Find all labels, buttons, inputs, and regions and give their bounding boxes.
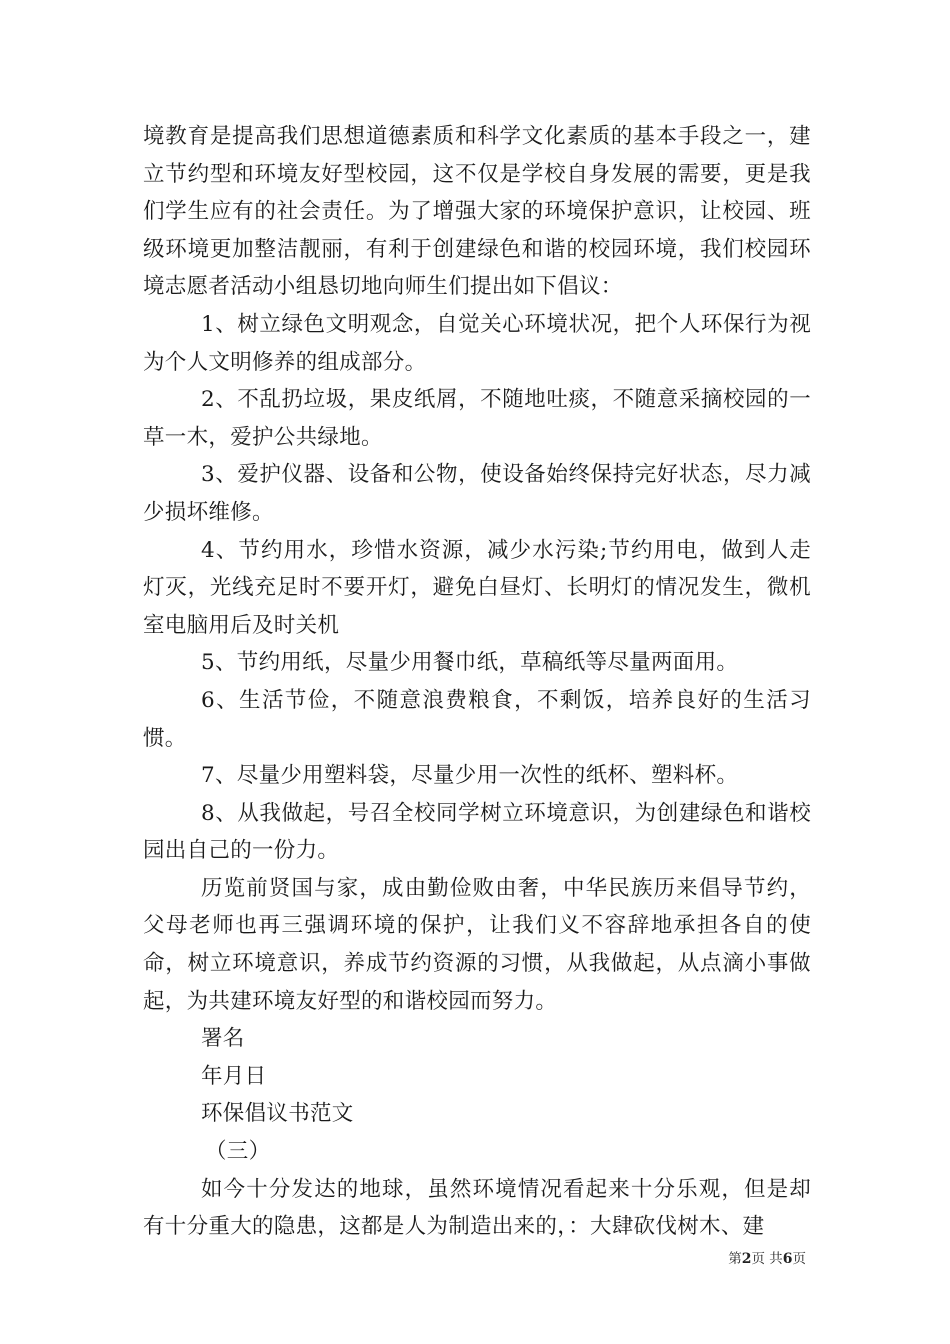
proposal-item-1: 1、树立绿色文明观念，自觉关心环境状况，把个人环保行为视为个人文明修养的组成部分。 <box>143 311 811 375</box>
date-line: 年月日 <box>201 1063 267 1089</box>
intro-paragraph: 境教育是提高我们思想道德素质和科学文化素质的基本手段之一，建立节约型和环境友好型校园，这不仅是学校自身发展的需要，更是我们学生应有的社会责任。为了增强大家的环境保护意识，让校园、班级环境更加整洁靓丽，有利于创建绿色和谐的校园环境，我们校园环境志愿者活动小组恳切地向师生们提出如下倡议： <box>143 124 811 300</box>
closing-paragraph: 历览前贤国与家，成由勤俭败由奢，中华民族历来倡导节约，父母老师也再三强调环境的保护，让我们义不容辞地承担各自的使命，树立环境意识，养成节约资源的习惯，从我做起，从点滴小事做起，为共建环境友好型的和谐校园而努力。 <box>143 875 811 1014</box>
next-section-intro: 如今十分发达的地球，虽然环境情况看起来十分乐观，但是却有十分重大的隐患，这都是人为制造出来的，：大肆砍伐树木、建 <box>143 1176 811 1240</box>
document-body <box>143 118 811 1246</box>
page-number-footer <box>0 1247 806 1267</box>
proposal-item-4: 4、节约用水，珍惜水资源，减少水污染;节约用电，做到人走灯灭，光线充足时不要开灯，避免白昼灯、长明灯的情况发生，微机室电脑用后及时关机 <box>143 537 811 638</box>
proposal-item-7: 7、尽量少用塑料袋，尽量少用一次性的纸杯、塑料杯。 <box>201 763 739 789</box>
proposal-item-8: 8、从我做起，号召全校同学树立环境意识，为创建绿色和谐校园出自己的一份力。 <box>143 800 811 864</box>
signature-line: 署名 <box>201 1026 245 1052</box>
next-section-number: （三） <box>205 1139 271 1165</box>
footer-suffix: 页 <box>792 1251 806 1267</box>
footer-total-pages: 6 <box>782 1251 793 1267</box>
footer-middle: 页 共 <box>751 1251 783 1267</box>
proposal-item-3: 3、爱护仪器、设备和公物，使设备始终保持完好状态，尽力减少损坏维修。 <box>143 462 811 525</box>
footer-current-page: 2 <box>741 1251 752 1267</box>
next-section-title: 环保倡议书范文 <box>201 1101 354 1127</box>
proposal-item-2: 2、不乱扔垃圾，果皮纸屑，不随地吐痰，不随意采摘校园的一草一木，爱护公共绿地。 <box>143 387 811 450</box>
footer-prefix: 第 <box>728 1251 742 1267</box>
proposal-item-5: 5、节约用纸，尽量少用餐巾纸，草稿纸等尽量两面用。 <box>201 650 739 676</box>
proposal-item-6: 6、生活节俭，不随意浪费粮食，不剩饭，培养良好的生活习惯。 <box>143 687 811 751</box>
